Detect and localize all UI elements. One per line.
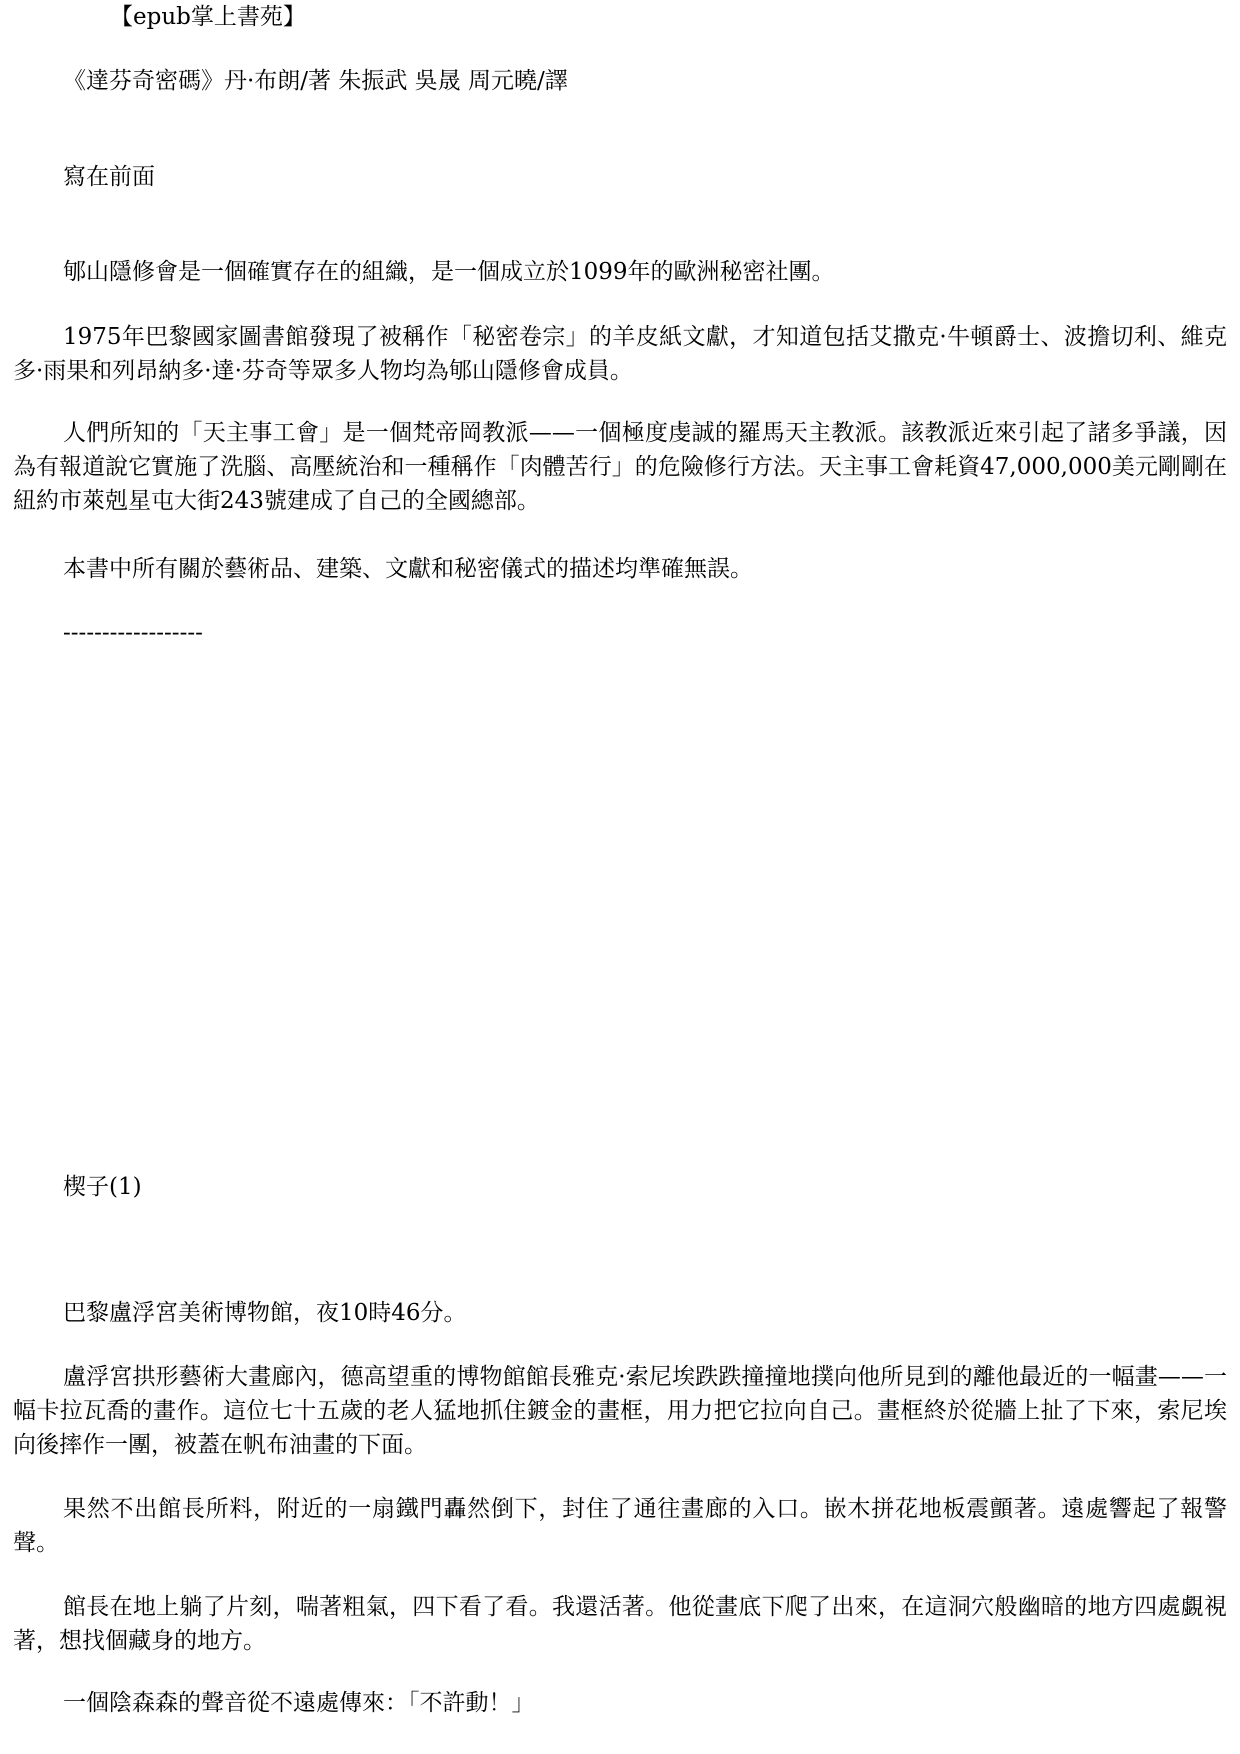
source-header: 【epub掌上書苑】 xyxy=(110,4,306,30)
prologue-paragraph: 一個陰森森的聲音從不遠處傳來：「不許動！」 xyxy=(63,1690,535,1716)
prologue-paragraph: 館長在地上躺了片刻，喘著粗氣，四下看了看。我還活著。他從畫底下爬了出來，在這洞穴般幽暗的地方四處覷視著，想找個藏身的地方。 xyxy=(13,1594,1227,1654)
section-divider: ------------------ xyxy=(63,620,203,646)
preface-paragraph: 本書中所有關於藝術品、建築、文獻和秘密儀式的描述均準確無誤。 xyxy=(63,556,753,582)
preface-paragraph: 1975年巴黎國家圖書館發現了被稱作「秘密卷宗」的羊皮紙文獻，才知道包括艾撒克·牛頓爵士、波擔切利、維克多·雨果和列昂納多·達·芬奇等眾多人物均為郇山隱修會成員。 xyxy=(13,324,1227,384)
preface-title: 寫在前面 xyxy=(63,164,155,190)
book-info: 《達芬奇密碼》丹·布朗/著 朱振武 吳晟 周元曉/譯 xyxy=(63,68,568,94)
prologue-title: 楔子(1) xyxy=(63,1174,142,1200)
prologue-paragraph: 巴黎盧浮宮美術博物館，夜10時46分。 xyxy=(63,1300,467,1326)
preface-paragraph: 郇山隱修會是一個確實存在的組織，是一個成立於1099年的歐洲秘密社團。 xyxy=(63,259,835,285)
prologue-paragraph: 果然不出館長所料，附近的一扇鐵門轟然倒下，封住了通往畫廊的入口。嵌木拼花地板震顫著。遠處響起了報警聲。 xyxy=(13,1496,1227,1556)
prologue-paragraph: 盧浮宮拱形藝術大畫廊內，德高望重的博物館館長雅克·索尼埃跌跌撞撞地撲向他所見到的離他最近的一幅畫——一幅卡拉瓦喬的畫作。這位七十五歲的老人猛地抓住鍍金的畫框，用力把它拉向自己。畫框終於從牆上扯了下來，索尼埃向後摔作一團，被蓋在帆布油畫的下面。 xyxy=(13,1364,1227,1458)
preface-paragraph: 人們所知的「天主事工會」是一個梵帝岡教派——一個極度虔誠的羅馬天主教派。該教派近來引起了諸多爭議，因為有報道說它實施了洗腦、高壓統治和一種稱作「肉體苦行」的危險修行方法。天主事工會耗資47,000,000美元剛剛在紐約市萊剋星屯大街243號建成了自己的全國總部。 xyxy=(13,420,1227,514)
